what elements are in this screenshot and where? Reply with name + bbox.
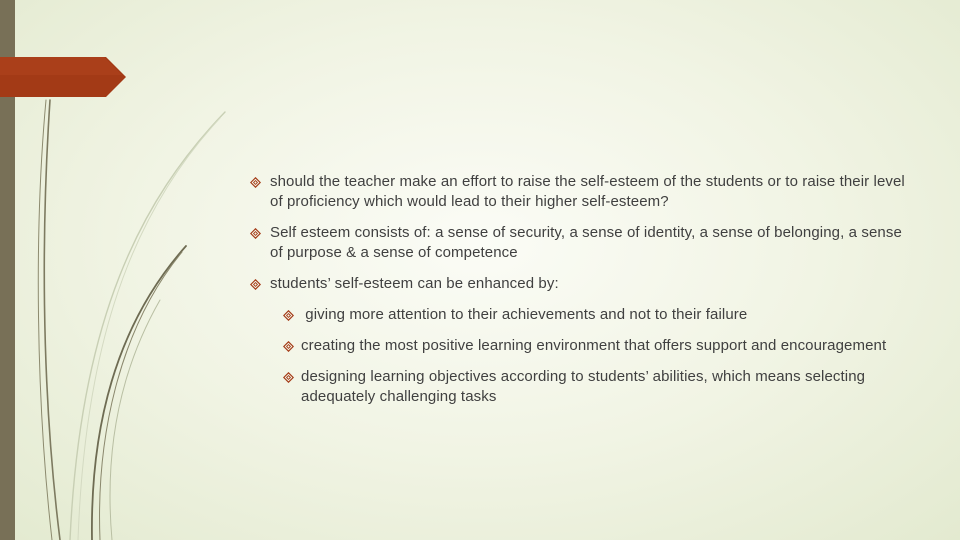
bullet-list	[246, 172, 916, 418]
diamond-outline-icon	[250, 228, 261, 239]
bullet-text: students’ self-esteem can be enhanced by:	[270, 275, 559, 292]
sub-bullet-item	[278, 305, 916, 325]
diamond-outline-icon	[250, 177, 261, 188]
bullet-text: Self esteem consists of: a sense of security, a sense of identity, a sense of belonging, a sense of purpose & a sense of competence	[270, 224, 902, 261]
bullet-item	[246, 172, 916, 212]
sub-bullet-text: designing learning objectives according to students’ abilities, which means selecting adequately challenging tasks	[301, 368, 866, 405]
diamond-outline-icon	[283, 310, 294, 321]
bullet-text: should the teacher make an effort to raise the self-esteem of the students or to raise their level of proficiency which would lead to their higher self-esteem?	[270, 173, 905, 210]
bullet-item	[246, 223, 916, 263]
diamond-outline-icon	[283, 372, 294, 383]
bullet-item	[246, 274, 916, 294]
sub-bullet-item	[278, 336, 916, 356]
diamond-outline-icon	[283, 341, 294, 352]
accent-tab-shape	[0, 57, 126, 97]
diamond-outline-icon	[250, 279, 261, 290]
sub-bullet-item	[278, 367, 916, 407]
sub-bullet-text: giving more attention to their achievements and not to their failure	[301, 306, 748, 323]
sub-bullet-text: creating the most positive learning environment that offers support and encouragement	[301, 337, 887, 354]
